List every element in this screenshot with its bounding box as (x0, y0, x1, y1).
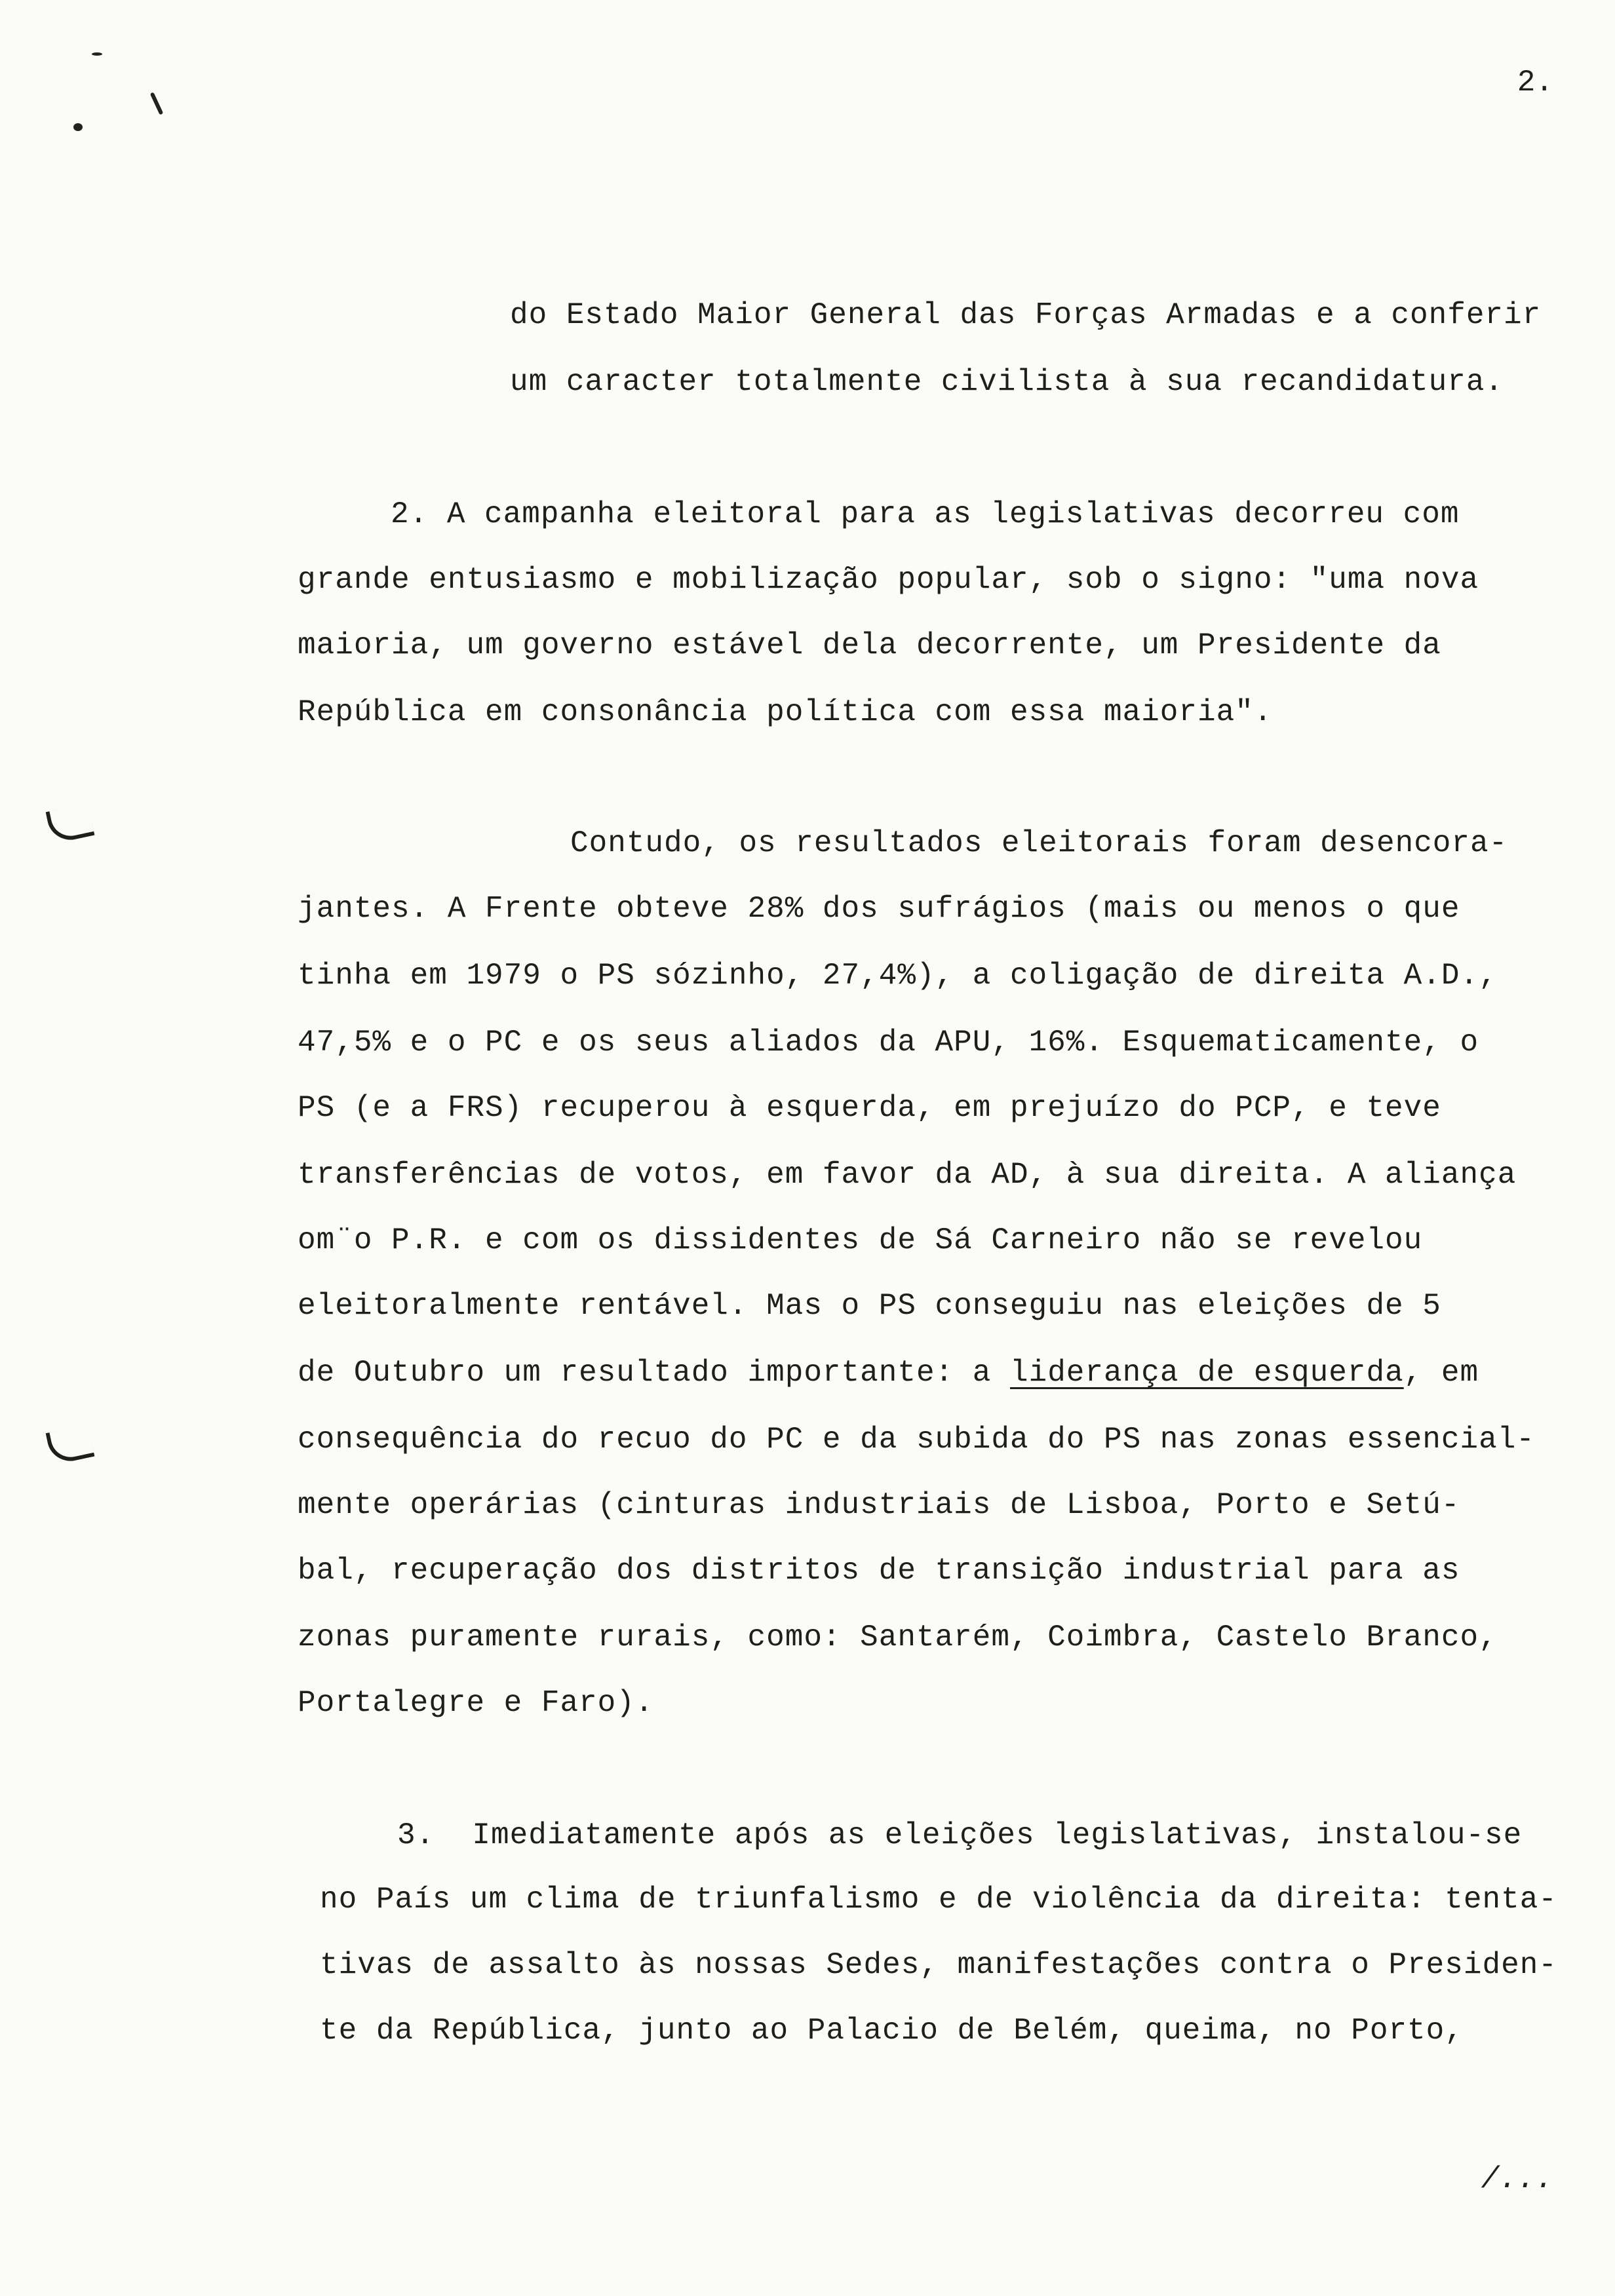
text-line: transferências de votos, em favor da AD, à sua direita. A aliança (298, 1158, 1517, 1192)
text-line: grande entusiasmo e mobilização popular, sob o signo: "uma nova (298, 563, 1479, 597)
text-line: no País um clima de triunfalismo e de violência da direita: tenta- (320, 1883, 1557, 1917)
margin-mark (46, 1425, 95, 1466)
speck (150, 92, 164, 115)
text-line: consequência do recuo do PC e da subida do PS nas zonas essencial- (298, 1423, 1535, 1457)
text-line: te da República, junto ao Palacio de Belém, queima, no Porto, (320, 2014, 1464, 2048)
text-line: tivas de assalto às nossas Sedes, manifestações contra o Presiden- (320, 1948, 1557, 1982)
text-line: 3. Imediatamente após as eleições legislativas, instalou-se (397, 1818, 1523, 1852)
text-line: PS (e a FRS) recuperou à esquerda, em prejuízo do PCP, e teve (298, 1091, 1441, 1125)
text-segment: , em (1403, 1356, 1479, 1390)
page-number: 2. (1517, 66, 1553, 100)
margin-mark (46, 803, 95, 845)
text-line: tinha em 1979 o PS sózinho, 27,4%), a coligação de direita A.D., (298, 959, 1498, 993)
text-line: jantes. A Frente obteve 28% dos sufrágios (mais ou menos o que (298, 892, 1460, 926)
text-line: República em consonância política com essa maioria". (298, 695, 1273, 729)
text-line: eleitoralmente rentável. Mas o PS conseguiu nas eleições de 5 (298, 1289, 1441, 1323)
text-line: mente operárias (cinturas industriais de Lisboa, Porto e Setú- (298, 1488, 1460, 1522)
text-line (298, 1358, 1479, 1388)
text-line: 47,5% e o PC e os seus aliados da APU, 16%. Esquematicamente, o (298, 1025, 1479, 1060)
text-line: 2. A campanha eleitoral para as legislativas decorreu com (391, 497, 1460, 531)
speck (73, 123, 83, 131)
underlined-phrase: liderança de esquerda (1009, 1356, 1404, 1390)
text-line: zonas puramente rurais, como: Santarém, Coimbra, Castelo Branco, (298, 1620, 1498, 1655)
speck (92, 52, 102, 56)
continuation-mark: /... (1481, 2162, 1553, 2196)
text-line: maioria, um governo estável dela decorrente, um Presidente da (298, 628, 1441, 662)
text-line: om¨o P.R. e com os dissidentes de Sá Carneiro não se revelou (298, 1223, 1423, 1257)
text-line: Contudo, os resultados eleitorais foram desencora- (570, 826, 1508, 860)
text-line: bal, recuperação dos distritos de transição industrial para as (298, 1554, 1460, 1588)
text-line: um caracter totalmente civilista à sua recandidatura. (510, 365, 1504, 399)
text-line: Portalegre e Faro). (298, 1686, 654, 1720)
text-line: do Estado Maior General das Forças Armadas e a conferir (510, 298, 1542, 332)
text-segment: de Outubro um resultado importante: a (298, 1356, 1010, 1390)
